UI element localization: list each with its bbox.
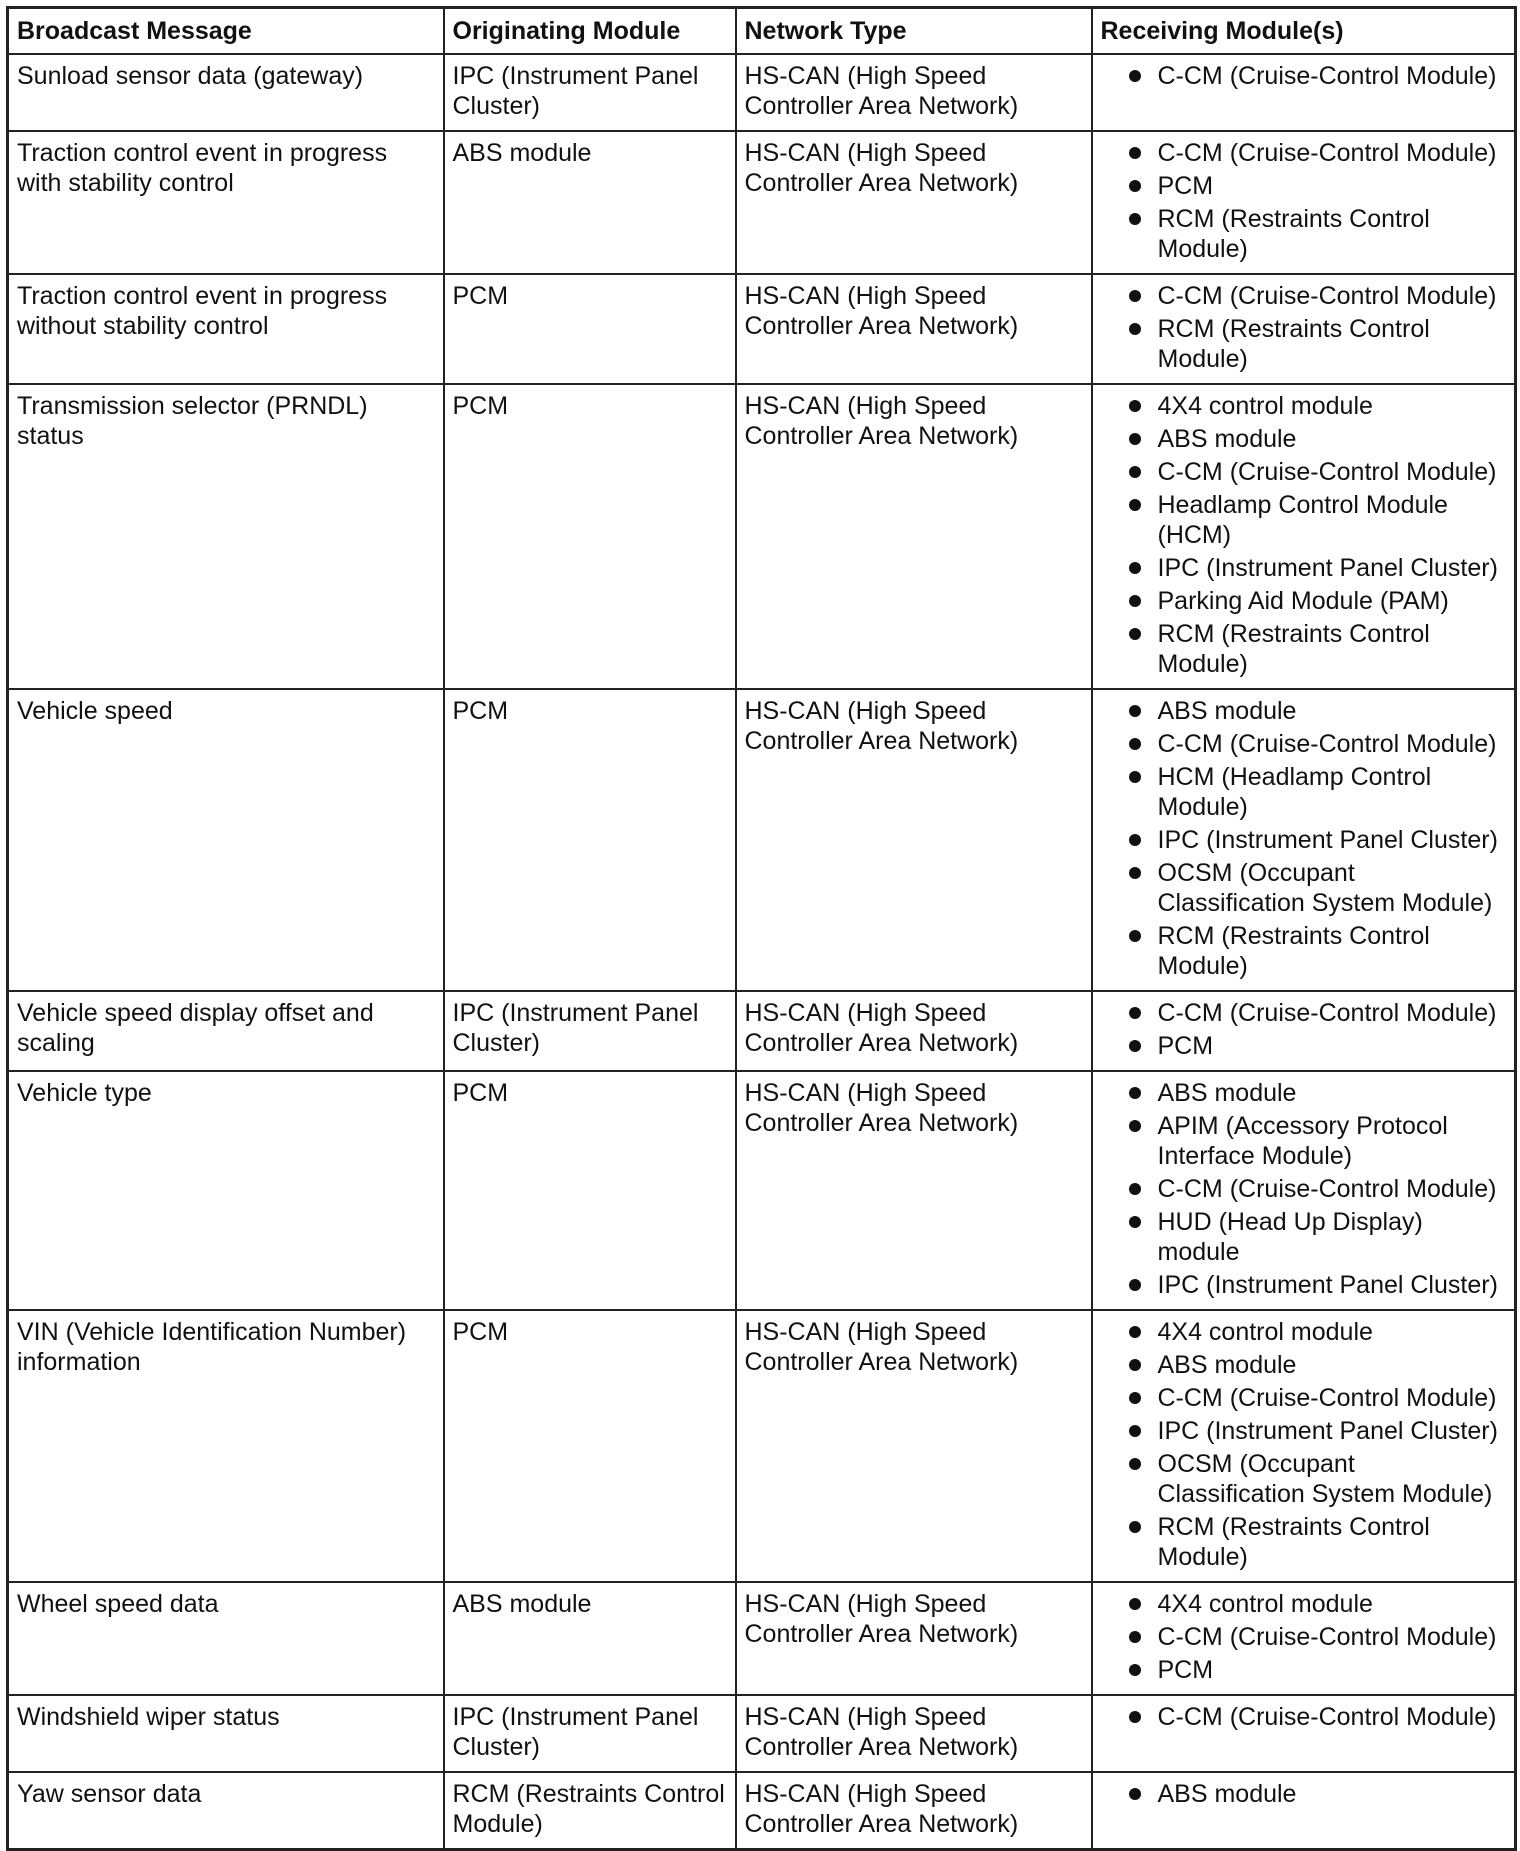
originating-module-cell: IPC (Instrument Panel Cluster) xyxy=(444,1695,736,1772)
list-item xyxy=(1101,1350,1507,1380)
bullet-icon xyxy=(1129,1040,1141,1052)
list-item xyxy=(1101,998,1507,1028)
receiving-module-label: ABS module xyxy=(1157,697,1297,725)
document-page xyxy=(6,6,1514,1851)
receiving-module-label: PCM xyxy=(1157,172,1214,200)
list-item xyxy=(1101,314,1507,374)
table-body xyxy=(8,54,1516,1850)
table-row xyxy=(8,991,1516,1071)
receiving-modules-list xyxy=(1101,61,1507,91)
bullet-icon xyxy=(1129,1664,1141,1676)
bullet-icon xyxy=(1129,1007,1141,1019)
receiving-modules-list xyxy=(1101,391,1507,679)
list-item xyxy=(1101,1174,1507,1204)
receiving-module-label: C-CM (Cruise-Control Module) xyxy=(1157,1623,1497,1651)
list-item xyxy=(1101,729,1507,759)
bullet-icon xyxy=(1129,1120,1141,1132)
message-cell: Transmission selector (PRNDL) status xyxy=(8,384,444,689)
bullet-icon xyxy=(1129,1087,1141,1099)
bullet-icon xyxy=(1129,1631,1141,1643)
receiving-modules-list xyxy=(1101,138,1507,264)
receiving-module-label: C-CM (Cruise-Control Module) xyxy=(1157,139,1497,167)
network-type-cell: HS-CAN (High Speed Controller Area Network) xyxy=(736,1071,1092,1310)
list-item xyxy=(1101,1111,1507,1171)
message-cell: Sunload sensor data (gateway) xyxy=(8,54,444,131)
list-item xyxy=(1101,391,1507,421)
header-originating-module: Originating Module xyxy=(444,8,736,55)
list-item xyxy=(1101,586,1507,616)
receiving-module-label: HUD (Head Up Display) module xyxy=(1157,1208,1423,1266)
receiving-modules-cell xyxy=(1092,1772,1516,1850)
originating-module-cell: PCM xyxy=(444,274,736,384)
network-type-cell: HS-CAN (High Speed Controller Area Network) xyxy=(736,689,1092,991)
table-header xyxy=(8,8,1516,55)
receiving-module-label: C-CM (Cruise-Control Module) xyxy=(1157,1175,1497,1203)
bullet-icon xyxy=(1129,466,1141,478)
receiving-module-label: OCSM (Occupant Classification System Module) xyxy=(1157,1450,1493,1508)
list-item xyxy=(1101,858,1507,918)
receiving-module-label: PCM xyxy=(1157,1656,1214,1684)
table-row xyxy=(8,274,1516,384)
receiving-modules-list xyxy=(1101,1779,1507,1809)
receiving-module-label: 4X4 control module xyxy=(1157,1318,1373,1346)
bullet-icon xyxy=(1129,1216,1141,1228)
network-type-cell: HS-CAN (High Speed Controller Area Network) xyxy=(736,131,1092,274)
receiving-modules-list xyxy=(1101,1317,1507,1572)
list-item xyxy=(1101,1270,1507,1300)
receiving-module-label: RCM (Restraints Control Module) xyxy=(1157,1513,1430,1571)
receiving-modules-cell xyxy=(1092,384,1516,689)
message-cell: Yaw sensor data xyxy=(8,1772,444,1850)
bullet-icon xyxy=(1129,1359,1141,1371)
bullet-icon xyxy=(1129,834,1141,846)
table-row xyxy=(8,131,1516,274)
bullet-icon xyxy=(1129,1458,1141,1470)
list-item xyxy=(1101,457,1507,487)
list-item xyxy=(1101,490,1507,550)
list-item xyxy=(1101,1078,1507,1108)
list-item xyxy=(1101,921,1507,981)
bullet-icon xyxy=(1129,705,1141,717)
message-cell: Vehicle type xyxy=(8,1071,444,1310)
list-item xyxy=(1101,204,1507,264)
list-item xyxy=(1101,1655,1507,1685)
list-item xyxy=(1101,1383,1507,1413)
network-type-cell: HS-CAN (High Speed Controller Area Network) xyxy=(736,1695,1092,1772)
table-row xyxy=(8,54,1516,131)
receiving-module-label: ABS module xyxy=(1157,425,1297,453)
network-type-cell: HS-CAN (High Speed Controller Area Network) xyxy=(736,274,1092,384)
receiving-module-label: RCM (Restraints Control Module) xyxy=(1157,315,1430,373)
message-cell: Traction control event in progress without stability control xyxy=(8,274,444,384)
table-row xyxy=(8,1695,1516,1772)
receiving-modules-cell xyxy=(1092,54,1516,131)
receiving-module-label: PCM xyxy=(1157,1032,1214,1060)
list-item xyxy=(1101,1702,1507,1732)
originating-module-cell: RCM (Restraints Control Module) xyxy=(444,1772,736,1850)
receiving-module-label: C-CM (Cruise-Control Module) xyxy=(1157,1703,1497,1731)
network-type-cell: HS-CAN (High Speed Controller Area Network) xyxy=(736,991,1092,1071)
bullet-icon xyxy=(1129,1326,1141,1338)
list-item xyxy=(1101,1416,1507,1446)
list-item xyxy=(1101,1031,1507,1061)
receiving-module-label: C-CM (Cruise-Control Module) xyxy=(1157,282,1497,310)
receiving-modules-cell xyxy=(1092,991,1516,1071)
bullet-icon xyxy=(1129,1279,1141,1291)
broadcast-message-table xyxy=(6,6,1517,1851)
table-row xyxy=(8,1772,1516,1850)
list-item xyxy=(1101,1449,1507,1509)
bullet-icon xyxy=(1129,595,1141,607)
message-cell: Wheel speed data xyxy=(8,1582,444,1695)
originating-module-cell: PCM xyxy=(444,689,736,991)
bullet-icon xyxy=(1129,1425,1141,1437)
originating-module-cell: ABS module xyxy=(444,1582,736,1695)
bullet-icon xyxy=(1129,180,1141,192)
bullet-icon xyxy=(1129,147,1141,159)
receiving-module-label: C-CM (Cruise-Control Module) xyxy=(1157,730,1497,758)
receiving-module-label: IPC (Instrument Panel Cluster) xyxy=(1157,554,1498,582)
receiving-modules-list xyxy=(1101,1589,1507,1685)
bullet-icon xyxy=(1129,1392,1141,1404)
receiving-modules-list xyxy=(1101,281,1507,374)
list-item xyxy=(1101,281,1507,311)
receiving-modules-list xyxy=(1101,696,1507,981)
network-type-cell: HS-CAN (High Speed Controller Area Network) xyxy=(736,1582,1092,1695)
receiving-module-label: C-CM (Cruise-Control Module) xyxy=(1157,1384,1497,1412)
originating-module-cell: PCM xyxy=(444,1310,736,1582)
originating-module-cell: PCM xyxy=(444,1071,736,1310)
message-cell: Vehicle speed display offset and scaling xyxy=(8,991,444,1071)
list-item xyxy=(1101,553,1507,583)
table-row xyxy=(8,1582,1516,1695)
receiving-module-label: IPC (Instrument Panel Cluster) xyxy=(1157,1271,1498,1299)
bullet-icon xyxy=(1129,499,1141,511)
receiving-module-label: C-CM (Cruise-Control Module) xyxy=(1157,999,1497,1027)
receiving-modules-cell xyxy=(1092,131,1516,274)
network-type-cell: HS-CAN (High Speed Controller Area Network) xyxy=(736,1772,1092,1850)
receiving-module-label: C-CM (Cruise-Control Module) xyxy=(1157,458,1497,486)
bullet-icon xyxy=(1129,930,1141,942)
bullet-icon xyxy=(1129,70,1141,82)
receiving-module-label: OCSM (Occupant Classification System Module) xyxy=(1157,859,1493,917)
receiving-modules-cell xyxy=(1092,274,1516,384)
message-cell: VIN (Vehicle Identification Number) information xyxy=(8,1310,444,1582)
list-item xyxy=(1101,1779,1507,1809)
receiving-module-label: RCM (Restraints Control Module) xyxy=(1157,620,1430,678)
network-type-cell: HS-CAN (High Speed Controller Area Network) xyxy=(736,384,1092,689)
bullet-icon xyxy=(1129,213,1141,225)
bullet-icon xyxy=(1129,1711,1141,1723)
receiving-module-label: ABS module xyxy=(1157,1351,1297,1379)
receiving-modules-list xyxy=(1101,998,1507,1061)
network-type-cell: HS-CAN (High Speed Controller Area Network) xyxy=(736,1310,1092,1582)
originating-module-cell: PCM xyxy=(444,384,736,689)
bullet-icon xyxy=(1129,562,1141,574)
table-row xyxy=(8,1310,1516,1582)
receiving-module-label: IPC (Instrument Panel Cluster) xyxy=(1157,826,1498,854)
receiving-module-label: Parking Aid Module (PAM) xyxy=(1157,587,1449,615)
receiving-modules-cell xyxy=(1092,1695,1516,1772)
table-row xyxy=(8,384,1516,689)
receiving-module-label: RCM (Restraints Control Module) xyxy=(1157,205,1430,263)
list-item xyxy=(1101,424,1507,454)
header-broadcast-message: Broadcast Message xyxy=(8,8,444,55)
list-item xyxy=(1101,61,1507,91)
receiving-module-label: IPC (Instrument Panel Cluster) xyxy=(1157,1417,1498,1445)
bullet-icon xyxy=(1129,1521,1141,1533)
list-item xyxy=(1101,825,1507,855)
list-item xyxy=(1101,171,1507,201)
originating-module-cell: IPC (Instrument Panel Cluster) xyxy=(444,54,736,131)
receiving-module-label: HCM (Headlamp Control Module) xyxy=(1157,763,1432,821)
list-item xyxy=(1101,1317,1507,1347)
table-row xyxy=(8,1071,1516,1310)
receiving-modules-cell xyxy=(1092,1582,1516,1695)
list-item xyxy=(1101,1589,1507,1619)
bullet-icon xyxy=(1129,1598,1141,1610)
receiving-modules-list xyxy=(1101,1078,1507,1300)
bullet-icon xyxy=(1129,400,1141,412)
receiving-modules-cell xyxy=(1092,1071,1516,1310)
receiving-module-label: C-CM (Cruise-Control Module) xyxy=(1157,62,1497,90)
bullet-icon xyxy=(1129,433,1141,445)
list-item xyxy=(1101,696,1507,726)
message-cell: Windshield wiper status xyxy=(8,1695,444,1772)
network-type-cell: HS-CAN (High Speed Controller Area Network) xyxy=(736,54,1092,131)
bullet-icon xyxy=(1129,1183,1141,1195)
bullet-icon xyxy=(1129,867,1141,879)
header-receiving-modules: Receiving Module(s) xyxy=(1092,8,1516,55)
receiving-module-label: Headlamp Control Module (HCM) xyxy=(1157,491,1448,549)
list-item xyxy=(1101,1207,1507,1267)
bullet-icon xyxy=(1129,628,1141,640)
receiving-module-label: 4X4 control module xyxy=(1157,1590,1373,1618)
bullet-icon xyxy=(1129,290,1141,302)
bullet-icon xyxy=(1129,1788,1141,1800)
list-item xyxy=(1101,138,1507,168)
table-row xyxy=(8,689,1516,991)
bullet-icon xyxy=(1129,738,1141,750)
receiving-module-label: ABS module xyxy=(1157,1780,1297,1808)
header-row xyxy=(8,8,1516,55)
receiving-module-label: RCM (Restraints Control Module) xyxy=(1157,922,1430,980)
receiving-modules-cell xyxy=(1092,1310,1516,1582)
receiving-module-label: ABS module xyxy=(1157,1079,1297,1107)
receiving-module-label: 4X4 control module xyxy=(1157,392,1373,420)
list-item xyxy=(1101,1622,1507,1652)
list-item xyxy=(1101,762,1507,822)
originating-module-cell: IPC (Instrument Panel Cluster) xyxy=(444,991,736,1071)
receiving-modules-cell xyxy=(1092,689,1516,991)
list-item xyxy=(1101,619,1507,679)
receiving-modules-list xyxy=(1101,1702,1507,1732)
receiving-module-label: APIM (Accessory Protocol Interface Module) xyxy=(1157,1112,1448,1170)
header-network-type: Network Type xyxy=(736,8,1092,55)
message-cell: Traction control event in progress with stability control xyxy=(8,131,444,274)
list-item xyxy=(1101,1512,1507,1572)
bullet-icon xyxy=(1129,771,1141,783)
message-cell: Vehicle speed xyxy=(8,689,444,991)
originating-module-cell: ABS module xyxy=(444,131,736,274)
bullet-icon xyxy=(1129,323,1141,335)
